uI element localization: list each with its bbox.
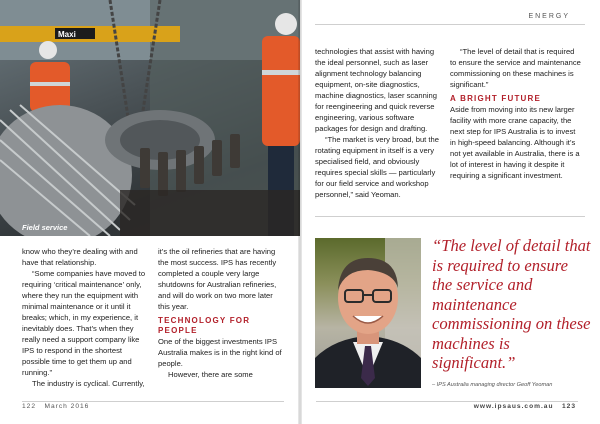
header-rule xyxy=(315,24,585,25)
right-column-1 xyxy=(315,46,443,200)
subheading-a-bright-future: A BRIGHT FUTURE xyxy=(450,94,542,103)
issue-date: March 2016 xyxy=(44,403,90,410)
footer-rule xyxy=(22,401,284,402)
website-url: www.ipsaus.com.au xyxy=(473,403,554,410)
section-label: ENERGY xyxy=(528,13,570,20)
paragraph: One of the biggest investments IPS Australia makes is in the right kind of people. xyxy=(158,337,282,368)
page-number: 122 xyxy=(22,403,37,410)
footer-rule xyxy=(316,401,578,402)
paragraph: it’s the oil refineries that are having the most success. IPS has recently completed a couple very large shutdowns for Australian refineries, and will do work on two more later this year. xyxy=(158,247,277,311)
right-column-2 xyxy=(450,46,582,181)
folio-right xyxy=(474,403,576,410)
paragraph: “The market is very broad, but the rotating equipment in itself is a very specialised field, and obviously requires special skills — particularly for our field service and workshop personnel,” said Yeoman. xyxy=(315,135,439,199)
page-number: 123 xyxy=(561,403,576,410)
field-service-photo xyxy=(0,0,300,236)
page-gutter xyxy=(298,0,302,424)
paragraph: “The level of detail that is required to ensure the service and maintenance commissioning on these machines is significant.” xyxy=(450,47,581,89)
pull-quote: “The level of detail that is required to ensure the service and maintenance commissioning on these machines is significant.” xyxy=(432,236,591,372)
left-column-2 xyxy=(158,246,282,380)
subheading-technology-for-people: TECHNOLOGY FOR PEOPLE xyxy=(158,316,251,335)
photo-caption: Field service xyxy=(22,223,68,232)
folio-left xyxy=(22,403,89,410)
paragraph: technologies that assist with having the ideal personnel, such as laser alignment technology balancing equipment, on-site diagnostics, machine diagnostics, laser scanning for reengineering and quick reverse engineering, various software packages for design and drafting. xyxy=(315,47,437,133)
crane-sign-text: Maxi xyxy=(58,30,76,39)
paragraph: Aside from moving into its new larger facility with more crane capacity, the next step for IPS Australia is to invest in high-speed balancing. Although it’s not yet available in Australia, there is a lot of interest in having it despite it requiring a significant investment. xyxy=(450,105,580,180)
quote-attribution: – IPS Australia managing director Geoff Yeoman xyxy=(432,382,553,388)
portrait-photo xyxy=(315,238,421,388)
portrait-illustration xyxy=(315,238,421,388)
turbine-workshop-illustration xyxy=(0,0,300,236)
left-column-1 xyxy=(22,246,150,389)
paragraph: “Some companies have moved to requiring ‘critical maintenance’ only, where they run the equipment with minimal maintenance or it until it breaks; which, in my experience, it inevitably does. That’s when they really need a support company like IPS to respond in the shortest possible time to get them up and running.” xyxy=(22,269,146,377)
paragraph: However, there are some xyxy=(168,370,253,379)
paragraph: The industry is cyclical. Currently, xyxy=(32,379,145,388)
paragraph: know who they’re dealing with and have that relationship. xyxy=(22,247,138,267)
divider-rule xyxy=(315,216,585,217)
